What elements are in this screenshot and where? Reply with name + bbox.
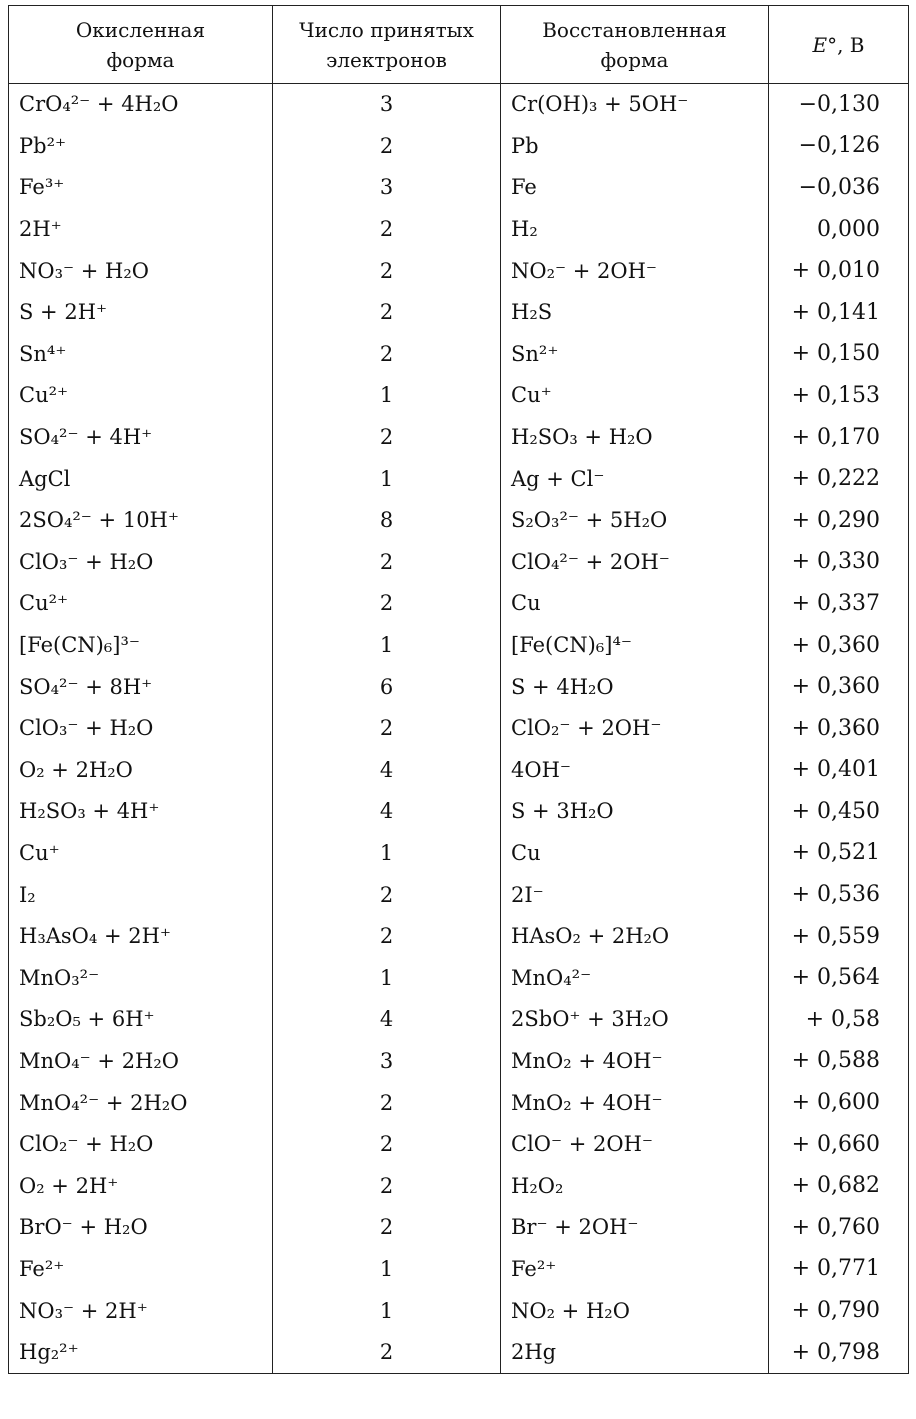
oxidized-form-cell: Sb₂O₅ + 6H⁺ <box>9 999 273 1041</box>
table-row <box>9 500 909 542</box>
potential-cell: −0,036 <box>769 167 909 209</box>
electron-count-cell: 4 <box>273 999 501 1041</box>
electron-count-cell: 2 <box>273 292 501 334</box>
table-row <box>9 1041 909 1083</box>
potential-cell: −0,130 <box>769 84 909 126</box>
reduced-form-cell: NO₂⁻ + 2OH⁻ <box>501 250 769 292</box>
header-oxidized-line2: форма <box>106 47 175 72</box>
electron-count-cell: 2 <box>273 874 501 916</box>
reduced-form-cell: [Fe(CN)₆]⁴⁻ <box>501 625 769 667</box>
reduced-form-cell: H₂S <box>501 292 769 334</box>
electron-count-cell: 2 <box>273 1207 501 1249</box>
electron-count-cell: 1 <box>273 375 501 417</box>
electron-count-cell: 2 <box>273 708 501 750</box>
potential-cell: + 0,564 <box>769 957 909 999</box>
potential-cell: + 0,536 <box>769 874 909 916</box>
potential-cell: + 0,600 <box>769 1082 909 1124</box>
potential-cell: + 0,010 <box>769 250 909 292</box>
reduced-form-cell: ClO₄²⁻ + 2OH⁻ <box>501 542 769 584</box>
oxidized-form-cell: 2H⁺ <box>9 209 273 251</box>
table-row <box>9 1332 909 1374</box>
table-row <box>9 916 909 958</box>
potential-cell: + 0,771 <box>769 1249 909 1291</box>
oxidized-form-cell: CrO₄²⁻ + 4H₂O <box>9 84 273 126</box>
header-oxidized-form <box>9 6 273 84</box>
electron-count-cell: 2 <box>273 1165 501 1207</box>
electron-count-cell: 2 <box>273 1332 501 1374</box>
table-row <box>9 625 909 667</box>
potential-cell: + 0,521 <box>769 833 909 875</box>
table-row <box>9 874 909 916</box>
oxidized-form-cell: ClO₂⁻ + H₂O <box>9 1124 273 1166</box>
potential-cell: + 0,360 <box>769 708 909 750</box>
reduced-form-cell: Br⁻ + 2OH⁻ <box>501 1207 769 1249</box>
table-row <box>9 999 909 1041</box>
oxidized-form-cell: O₂ + 2H⁺ <box>9 1165 273 1207</box>
potential-cell: + 0,360 <box>769 625 909 667</box>
reduced-form-cell: S + 4H₂O <box>501 666 769 708</box>
potential-cell: + 0,798 <box>769 1332 909 1374</box>
oxidized-form-cell: 2SO₄²⁻ + 10H⁺ <box>9 500 273 542</box>
table-row <box>9 209 909 251</box>
potential-cell: + 0,337 <box>769 583 909 625</box>
oxidized-form-cell: [Fe(CN)₆]³⁻ <box>9 625 273 667</box>
potential-cell: −0,126 <box>769 126 909 168</box>
reduced-form-cell: S₂O₃²⁻ + 5H₂O <box>501 500 769 542</box>
table-body <box>9 84 909 1374</box>
reduced-form-cell: Cu <box>501 833 769 875</box>
table-row <box>9 583 909 625</box>
oxidized-form-cell: O₂ + 2H₂O <box>9 750 273 792</box>
electron-count-cell: 2 <box>273 916 501 958</box>
electron-count-cell: 2 <box>273 1082 501 1124</box>
header-reduced-line2: форма <box>600 47 669 72</box>
oxidized-form-cell: S + 2H⁺ <box>9 292 273 334</box>
oxidized-form-cell: Cu⁺ <box>9 833 273 875</box>
table-row <box>9 1249 909 1291</box>
table-row <box>9 167 909 209</box>
oxidized-form-cell: Cu²⁺ <box>9 583 273 625</box>
header-row <box>9 6 909 84</box>
table-row <box>9 334 909 376</box>
oxidized-form-cell: AgCl <box>9 458 273 500</box>
oxidized-form-cell: ClO₃⁻ + H₂O <box>9 708 273 750</box>
oxidized-form-cell: SO₄²⁻ + 8H⁺ <box>9 666 273 708</box>
table-row <box>9 750 909 792</box>
header-potential <box>769 6 909 84</box>
reduced-form-cell: H₂O₂ <box>501 1165 769 1207</box>
oxidized-form-cell: NO₃⁻ + 2H⁺ <box>9 1290 273 1332</box>
oxidized-form-cell: Cu²⁺ <box>9 375 273 417</box>
reduced-form-cell: Fe <box>501 167 769 209</box>
potential-cell: + 0,150 <box>769 334 909 376</box>
oxidized-form-cell: MnO₄⁻ + 2H₂O <box>9 1041 273 1083</box>
header-electrons-line2: электронов <box>326 47 447 72</box>
table-row <box>9 375 909 417</box>
electron-count-cell: 4 <box>273 750 501 792</box>
table-row <box>9 458 909 500</box>
table-row <box>9 1207 909 1249</box>
table-row <box>9 666 909 708</box>
electron-count-cell: 1 <box>273 833 501 875</box>
electron-count-cell: 4 <box>273 791 501 833</box>
header-electron-count <box>273 6 501 84</box>
potential-cell: + 0,141 <box>769 292 909 334</box>
table-row <box>9 292 909 334</box>
electron-count-cell: 1 <box>273 1290 501 1332</box>
electron-count-cell: 3 <box>273 1041 501 1083</box>
electron-count-cell: 2 <box>273 126 501 168</box>
reduced-form-cell: Pb <box>501 126 769 168</box>
table-row <box>9 708 909 750</box>
reduced-form-cell: ClO₂⁻ + 2OH⁻ <box>501 708 769 750</box>
electron-count-cell: 2 <box>273 542 501 584</box>
potential-cell: + 0,760 <box>769 1207 909 1249</box>
table-row <box>9 1124 909 1166</box>
table-row <box>9 1165 909 1207</box>
electron-count-cell: 1 <box>273 1249 501 1291</box>
table-row <box>9 1082 909 1124</box>
potential-cell: + 0,290 <box>769 500 909 542</box>
reduced-form-cell: 2SbO⁺ + 3H₂O <box>501 999 769 1041</box>
table-row <box>9 833 909 875</box>
reduced-form-cell: Cu <box>501 583 769 625</box>
table-row <box>9 1290 909 1332</box>
oxidized-form-cell: H₂SO₃ + 4H⁺ <box>9 791 273 833</box>
oxidized-form-cell: Pb²⁺ <box>9 126 273 168</box>
potential-cell: + 0,559 <box>769 916 909 958</box>
header-oxidized-line1: Окисленная <box>75 17 206 42</box>
potential-cell: + 0,153 <box>769 375 909 417</box>
oxidized-form-cell: Sn⁴⁺ <box>9 334 273 376</box>
oxidized-form-cell: Fe²⁺ <box>9 1249 273 1291</box>
oxidized-form-cell: NO₃⁻ + H₂O <box>9 250 273 292</box>
reduced-form-cell: Cu⁺ <box>501 375 769 417</box>
potential-cell: + 0,222 <box>769 458 909 500</box>
reduced-form-cell: Cr(OH)₃ + 5OH⁻ <box>501 84 769 126</box>
table-row <box>9 250 909 292</box>
electron-count-cell: 1 <box>273 957 501 999</box>
oxidized-form-cell: I₂ <box>9 874 273 916</box>
electron-count-cell: 3 <box>273 84 501 126</box>
oxidized-form-cell: BrO⁻ + H₂O <box>9 1207 273 1249</box>
table-row <box>9 84 909 126</box>
reduced-form-cell: Fe²⁺ <box>501 1249 769 1291</box>
table-row <box>9 791 909 833</box>
oxidized-form-cell: MnO₃²⁻ <box>9 957 273 999</box>
reduced-form-cell: MnO₄²⁻ <box>501 957 769 999</box>
reduced-form-cell: 2I⁻ <box>501 874 769 916</box>
electron-count-cell: 2 <box>273 417 501 459</box>
potential-cell: + 0,450 <box>769 791 909 833</box>
header-reduced-form <box>501 6 769 84</box>
oxidized-form-cell: MnO₄²⁻ + 2H₂O <box>9 1082 273 1124</box>
electron-count-cell: 2 <box>273 334 501 376</box>
electron-count-cell: 6 <box>273 666 501 708</box>
potential-cell: + 0,588 <box>769 1041 909 1083</box>
potential-cell: + 0,682 <box>769 1165 909 1207</box>
oxidized-form-cell: ClO₃⁻ + H₂O <box>9 542 273 584</box>
potential-cell: + 0,330 <box>769 542 909 584</box>
header-potential-symbol: E <box>812 32 828 57</box>
reduced-form-cell: ClO⁻ + 2OH⁻ <box>501 1124 769 1166</box>
reduced-form-cell: 2Hg <box>501 1332 769 1374</box>
oxidized-form-cell: Hg₂²⁺ <box>9 1332 273 1374</box>
potential-cell: + 0,790 <box>769 1290 909 1332</box>
reduced-form-cell: Ag + Cl⁻ <box>501 458 769 500</box>
electron-count-cell: 8 <box>273 500 501 542</box>
potential-cell: + 0,58 <box>769 999 909 1041</box>
oxidized-form-cell: H₃AsO₄ + 2H⁺ <box>9 916 273 958</box>
potential-cell: + 0,660 <box>769 1124 909 1166</box>
header-electrons-line1: Число принятых <box>299 17 474 42</box>
header-reduced-line1: Восстановленная <box>542 17 727 42</box>
reduced-form-cell: MnO₂ + 4OH⁻ <box>501 1041 769 1083</box>
reduced-form-cell: NO₂ + H₂O <box>501 1290 769 1332</box>
table-row <box>9 957 909 999</box>
potential-cell: 0,000 <box>769 209 909 251</box>
electron-count-cell: 2 <box>273 250 501 292</box>
reduced-form-cell: S + 3H₂O <box>501 791 769 833</box>
reduced-form-cell: Sn²⁺ <box>501 334 769 376</box>
reduced-form-cell: H₂ <box>501 209 769 251</box>
electron-count-cell: 2 <box>273 1124 501 1166</box>
reduced-form-cell: H₂SO₃ + H₂O <box>501 417 769 459</box>
electron-count-cell: 2 <box>273 209 501 251</box>
potential-cell: + 0,401 <box>769 750 909 792</box>
table-row <box>9 126 909 168</box>
electron-count-cell: 1 <box>273 625 501 667</box>
oxidized-form-cell: Fe³⁺ <box>9 167 273 209</box>
potential-cell: + 0,360 <box>769 666 909 708</box>
electron-count-cell: 1 <box>273 458 501 500</box>
electron-count-cell: 3 <box>273 167 501 209</box>
redox-potentials-table <box>8 5 909 1374</box>
electron-count-cell: 2 <box>273 583 501 625</box>
reduced-form-cell: HAsO₂ + 2H₂O <box>501 916 769 958</box>
oxidized-form-cell: SO₄²⁻ + 4H⁺ <box>9 417 273 459</box>
potential-cell: + 0,170 <box>769 417 909 459</box>
table-row <box>9 417 909 459</box>
reduced-form-cell: MnO₂ + 4OH⁻ <box>501 1082 769 1124</box>
table-header <box>9 6 909 84</box>
reduced-form-cell: 4OH⁻ <box>501 750 769 792</box>
table-row <box>9 542 909 584</box>
header-potential-unit: °, В <box>827 32 865 57</box>
